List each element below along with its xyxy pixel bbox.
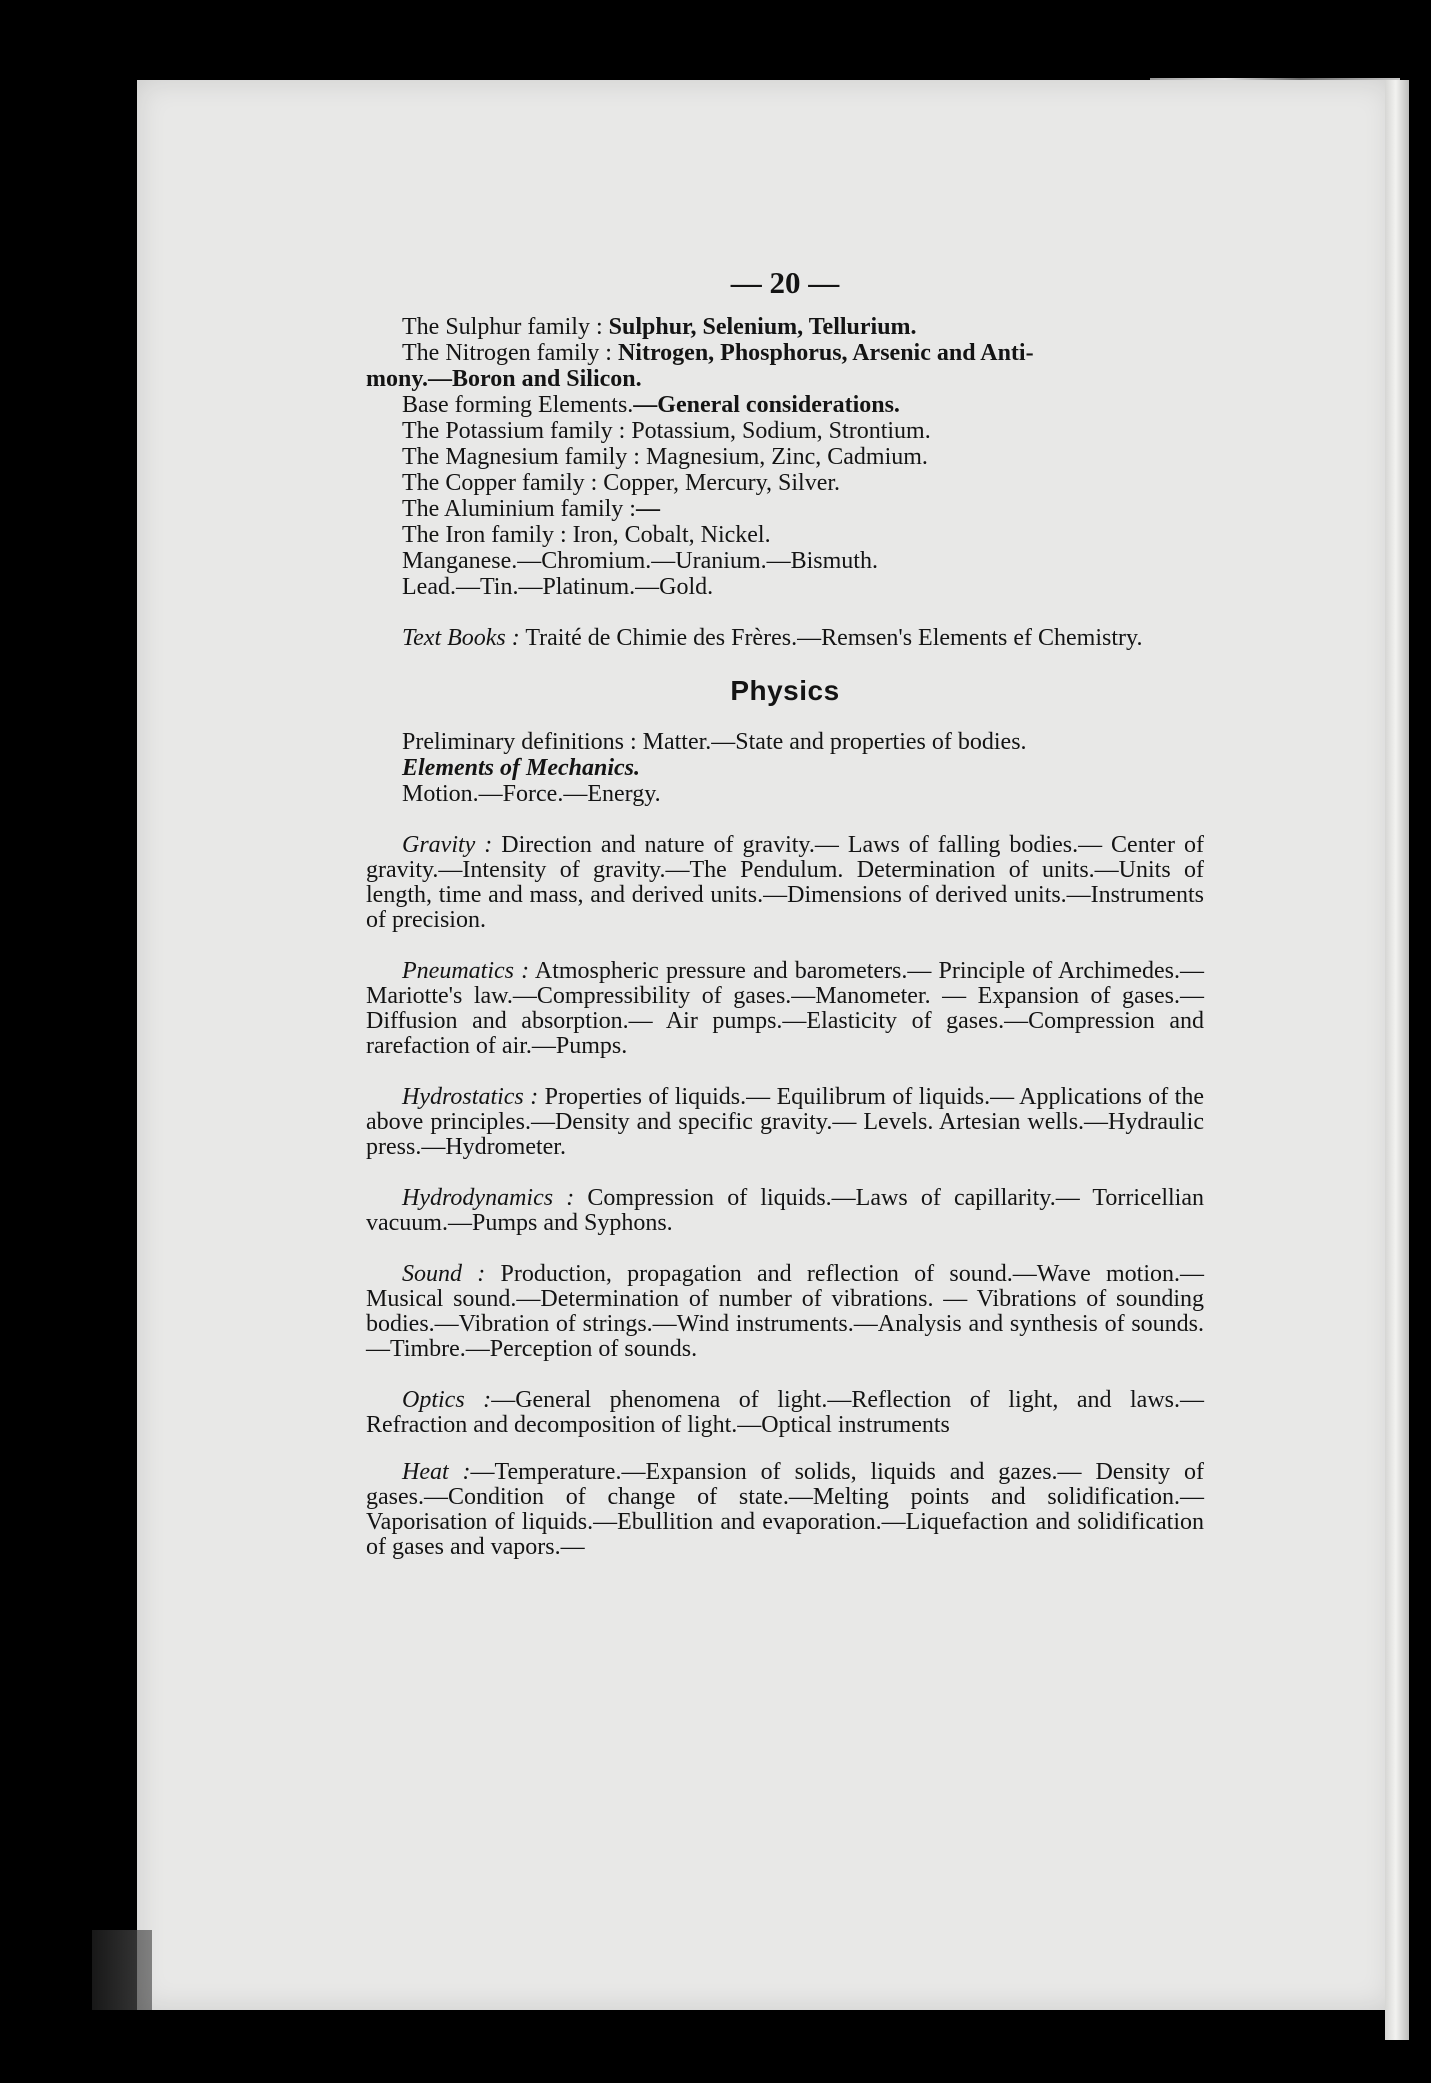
chem-text: —General considerations. xyxy=(633,392,900,418)
chem-text: Nitrogen, Phosphorus, Arsenic and Anti- xyxy=(611,340,1034,366)
page-number: — 20 — xyxy=(730,265,840,300)
section-text: Compression of liquids.—Laws of capillarity.— Torricellian vacuum.—Pumps and Syphons. xyxy=(366,1185,1205,1236)
chem-text: Manganese.—Chromium.—Uranium.—Bismuth. xyxy=(402,548,878,574)
physics-section-hydrostatics xyxy=(366,1085,1204,1160)
spacer xyxy=(366,933,1204,959)
spacer xyxy=(366,1236,1204,1262)
section-text: —Temperature.—Expansion of solids, liquids and gazes.— Density of gases.—Condition of change of state.—Melting points and solidification.—Vaporisation of liquids.—Ebullition and evaporation.—Liquefaction and solidification of gases and vapors.— xyxy=(366,1459,1204,1560)
spacer xyxy=(366,1059,1204,1085)
spacer xyxy=(366,1362,1204,1388)
chem-label: The Potassium family : xyxy=(402,418,626,444)
elements-mechanics-heading: Elements of Mechanics. xyxy=(402,755,640,781)
section-label: Heat : xyxy=(402,1459,471,1485)
section-label: Hydrodynamics : xyxy=(402,1185,575,1211)
text-books xyxy=(366,626,1204,651)
spacer xyxy=(366,600,1204,626)
chem-line xyxy=(366,366,1204,392)
chem-line xyxy=(366,392,1204,418)
physics-section-hydrodynamics xyxy=(366,1186,1204,1236)
spacer xyxy=(366,807,1204,833)
section-label: Hydrostatics : xyxy=(402,1084,539,1110)
chem-text: Lead.—Tin.—Platinum.—Gold. xyxy=(402,574,714,600)
chem-label: The Aluminium family : xyxy=(402,496,636,522)
section-text: Properties of liquids.— Equilibrum of liquids.— Applications of the above principles.—Density and specific gravity.— Levels. Artesian wells.—Hydraulic press.—Hydrometer. xyxy=(366,1084,1205,1160)
section-text: —General phenomena of light.—Reflection of light, and laws.—Refraction and decomposition of light.—Optical instruments xyxy=(366,1387,1205,1438)
chem-label: The Magnesium family : xyxy=(402,444,640,470)
physics-section-gravity xyxy=(366,833,1204,933)
chem-label: The Copper family : xyxy=(402,470,598,496)
text-books-label: Text Books : xyxy=(402,625,520,651)
chem-text: Potassium, Sodium, Strontium. xyxy=(625,418,931,444)
chem-line xyxy=(366,314,1204,340)
chem-line xyxy=(366,496,1204,522)
page-edge xyxy=(1385,80,1409,2040)
chem-text: Sulphur, Selenium, Tellurium. xyxy=(602,314,917,340)
chem-label: The Sulphur family : xyxy=(402,314,603,340)
physics-section-optics xyxy=(366,1388,1204,1438)
section-text: Direction and nature of gravity.— Laws of falling bodies.— Center of gravity.—Intensity of gravity.—The Pendulum. Determination of units.—Units of length, time and mass, and derived units.—Dimensions of derived units.—Instruments of precision. xyxy=(366,832,1204,933)
chem-label: Base forming Elements. xyxy=(402,392,634,418)
chem-line xyxy=(366,522,1204,548)
preliminary-line: Preliminary definitions : Matter.—State and properties of bodies. xyxy=(402,729,1027,755)
chem-text: mony.—Boron and Silicon. xyxy=(366,366,642,392)
chem-label: The Nitrogen family : xyxy=(402,340,612,366)
chem-line xyxy=(366,340,1204,366)
chem-text: Iron, Cobalt, Nickel. xyxy=(566,522,771,548)
chem-text: — xyxy=(635,496,660,522)
text-books-text: Traité de Chimie des Frères.—Remsen's Elements ef Chemistry. xyxy=(519,625,1143,651)
section-label: Gravity : xyxy=(402,832,493,858)
spacer xyxy=(366,1438,1204,1460)
section-title-physics: Physics xyxy=(730,675,840,706)
physics-section-sound xyxy=(366,1262,1204,1362)
chem-line xyxy=(366,418,1204,444)
physics-section-heat xyxy=(366,1460,1204,1560)
chem-line xyxy=(366,470,1204,496)
section-label: Optics : xyxy=(402,1387,492,1413)
chem-line xyxy=(366,444,1204,470)
motion-line: Motion.—Force.—Energy. xyxy=(402,781,661,807)
spacer xyxy=(366,1160,1204,1186)
section-label: Sound : xyxy=(402,1261,486,1287)
chem-line xyxy=(366,574,1204,600)
section-label: Pneumatics : xyxy=(402,958,530,984)
physics-section-pneumatics xyxy=(366,959,1204,1059)
chem-line xyxy=(366,548,1204,574)
page-content xyxy=(366,266,1204,1560)
chem-label: The Iron family : xyxy=(402,522,567,548)
chem-text: Magnesium, Zinc, Cadmium. xyxy=(639,444,928,470)
chem-text: Copper, Mercury, Silver. xyxy=(597,470,841,496)
section-text: Production, propagation and reflection of sound.—Wave motion.—Musical sound.—Determination of number of vibrations. — Vibrations of sounding bodies.—Vibration of strings.—Wind instruments.—Analysis and synthesis of sounds.—Timbre.—Perception of sounds. xyxy=(366,1261,1204,1362)
binding-shadow xyxy=(92,1930,152,2010)
section-text: Atmospheric pressure and barometers.— Principle of Archimedes.—Mariotte's law.—Compressibility of gases.—Manometer. — Expansion of gases.— Diffusion and absorption.— Air pumps.—Elasticity of gases.—Compression and rarefaction of air.—Pumps. xyxy=(366,958,1204,1059)
chemistry-list xyxy=(366,314,1204,600)
